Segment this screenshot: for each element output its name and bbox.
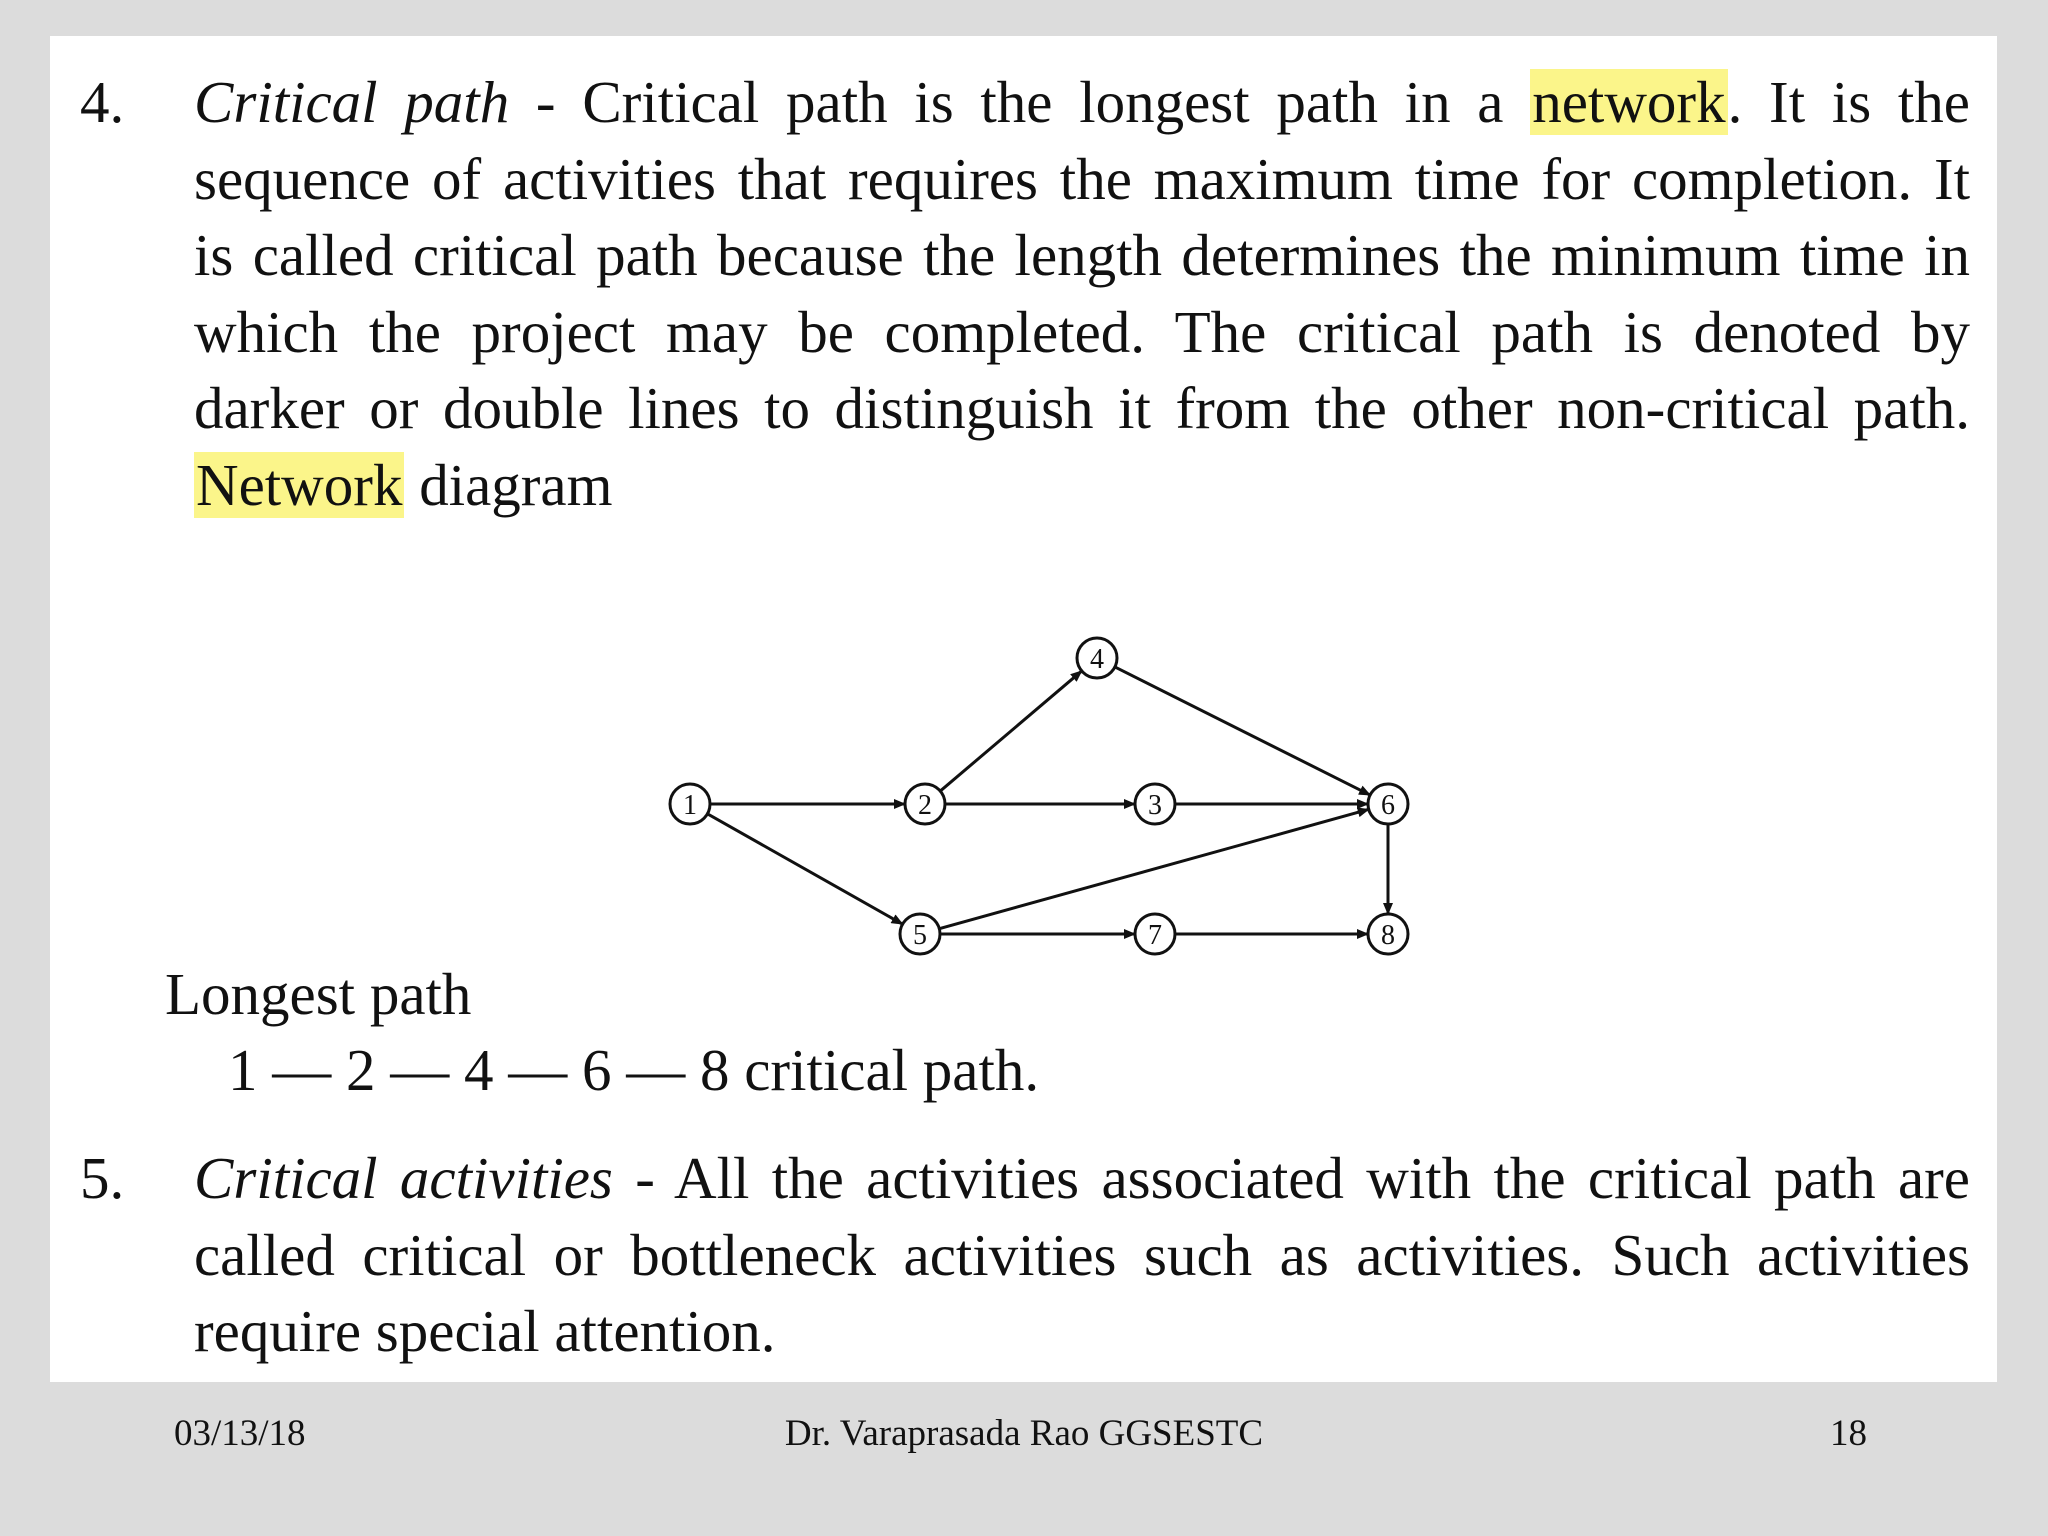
node-3 [1135, 784, 1175, 824]
node-label: 7 [1148, 920, 1162, 951]
item-number: 4. [80, 69, 125, 135]
item-critical-activities [80, 1140, 1970, 1370]
text-line: is called critical path because the length determines the minimum time in [194, 222, 1970, 288]
term: Critical activities [194, 1145, 613, 1211]
highlight: Network [196, 451, 403, 518]
text-line: called critical or bottleneck activities such as activities. Such activities [194, 1221, 1970, 1288]
node-label: 8 [1381, 920, 1395, 951]
node-label: 1 [683, 790, 697, 821]
item-critical-path [80, 64, 1970, 523]
text-line: Critical path - Critical path is the longest path in a network. It is the [194, 69, 1970, 135]
text-line: Critical activities - All the activities associated with the critical path are [194, 1145, 1970, 1211]
longest-path-label: Longest path [165, 961, 472, 1027]
text-line: which the project may be completed. The critical path is denoted by [194, 298, 1970, 365]
node-6 [1368, 784, 1408, 824]
node-label: 5 [913, 920, 927, 951]
node-label: 2 [918, 790, 932, 821]
edge-4-6 [1115, 667, 1370, 795]
slide-content [50, 36, 1997, 1382]
node-5 [900, 914, 940, 954]
node-7 [1135, 914, 1175, 954]
text-line: Network diagram [196, 451, 613, 518]
node-4 [1077, 638, 1117, 678]
highlight: network [1532, 69, 1726, 135]
node-8 [1368, 914, 1408, 954]
node-label: 6 [1381, 790, 1395, 821]
text-line: darker or double lines to distinguish it from the other non-critical path. [194, 375, 1970, 441]
edge-5-6 [939, 809, 1368, 928]
node-label: 4 [1090, 644, 1104, 675]
item-number: 5. [80, 1145, 125, 1211]
critical-path-sequence: 1 — 2 — 4 — 6 — 8 critical path. [228, 1037, 1040, 1103]
footer-author: Dr. Varaprasada Rao GGSESTC [784, 1413, 1264, 1454]
network-diagram-svg [610, 576, 1470, 996]
network-diagram [610, 576, 1470, 996]
node-label: 3 [1148, 790, 1162, 821]
footer-page-number: 18 [1830, 1413, 1867, 1454]
node-2 [905, 784, 945, 824]
text-line: sequence of activities that requires the maximum time for completion. It [194, 145, 1970, 212]
edge-1-5 [707, 814, 902, 924]
edge-2-4 [940, 671, 1082, 791]
text-line: require special attention. [194, 1298, 776, 1364]
footer-date: 03/13/18 [174, 1413, 306, 1454]
term: Critical path [194, 69, 510, 135]
longest-path-block [165, 956, 1039, 1108]
node-1 [670, 784, 710, 824]
